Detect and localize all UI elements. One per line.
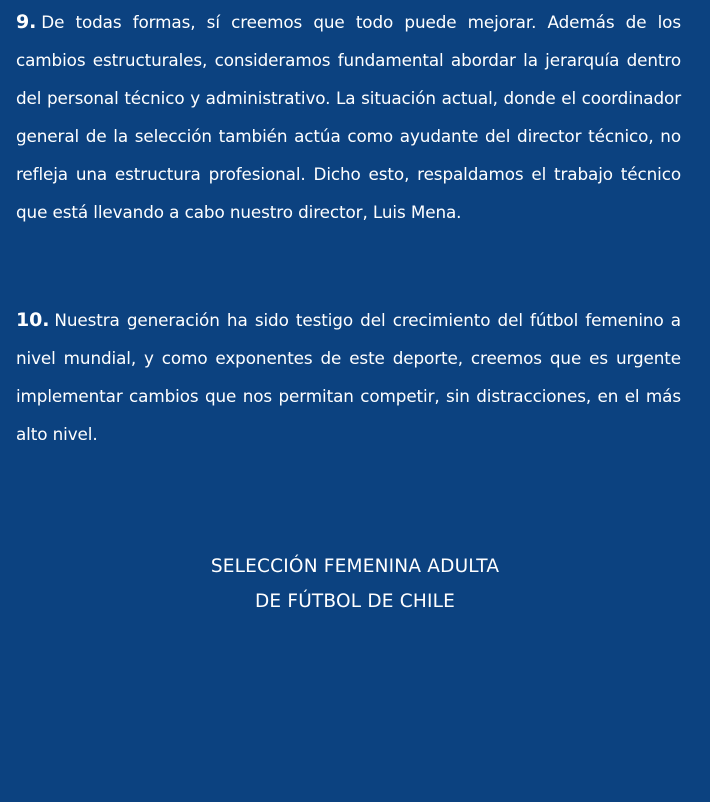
point-10-paragraph [16, 301, 681, 453]
point-9-text: De todas formas, sí creemos que todo puede mejorar. Además de los cambios estructurales, consideramos fundamental abordar la jerarquía dentro del personal técnico y administrativo. La situación actual, donde el coordinador general de la selección también actúa como ayudante del director técnico, no refleja una estructura profesional. Dicho esto, respaldamos el trabajo técnico que está llevando a cabo nuestro director, Luis Mena. [16, 12, 681, 222]
signature-line-1: SELECCIÓN FEMENINA ADULTA [210, 556, 500, 577]
point-9-paragraph [16, 3, 681, 231]
signature-line-2: DE FÚTBOL DE CHILE [254, 591, 456, 612]
point-9-number: 9. [16, 11, 37, 33]
signature-block [0, 549, 710, 619]
point-10-number: 10. [16, 309, 50, 331]
point-10-text: Nuestra generación ha sido testigo del crecimiento del fútbol femenino a nivel mundial, y como exponentes de este deporte, creemos que es urgente implementar cambios que nos permitan competir, sin distracciones, en el más alto nivel. [16, 310, 681, 444]
